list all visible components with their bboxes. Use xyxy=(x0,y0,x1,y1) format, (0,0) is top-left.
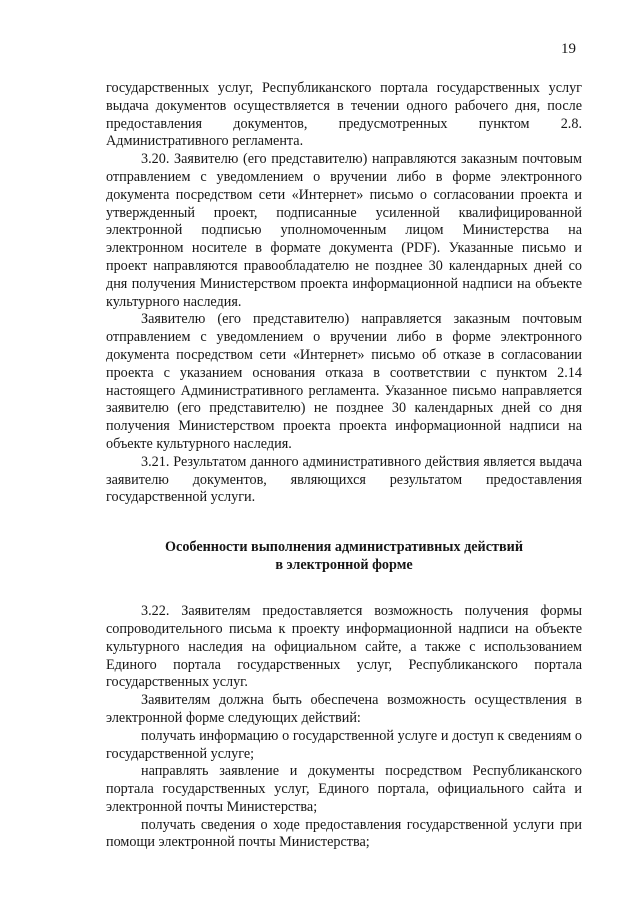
paragraph-refusal-letter: Заявителю (его представителю) направляется заказным почтовым отправлением с уведомлением о вручении либо в форме электронного документа посредством сети «Интернет» письмо об отказе в согласовании проекта с указанием основания отказа в соответствии с пунктом 2.14 настоящего Административного регламента. Указанное письмо направляется заявителю (его представителю) не позднее 30 календарных дней со дня получения Министерством проекта проекта информационной надписи на объекте культурного наследия. xyxy=(106,311,582,452)
document-body xyxy=(106,80,582,852)
list-item-get-status: получать сведения о ходе предоставления государственной услуги при помощи электронной почты Министерства; xyxy=(106,816,582,851)
list-item-send-application: направлять заявление и документы посредством Республиканского портала государственных услуг, Единого портала, официального сайта и электронной почты Министерства; xyxy=(106,763,582,815)
paragraph-3-20: 3.20. Заявителю (его представителю) направляются заказным почтовым отправлением с уведомлением о вручении либо в форме электронного документа посредством сети «Интернет» письмо о согласовании проекта и утвержденный проект, подписанные усиленной квалифицированной электронной подписью уполномоченным лицом Министерства на электронном носителе в формате документа (PDF). Указанные письмо и проект направляются правообладателю не позднее 30 календарных дней со дня получения Министерством проекта информационной надписи на объекте культурного наследия. xyxy=(106,151,582,310)
paragraph-electronic-actions: Заявителям должна быть обеспечена возможность осуществления в электронной форме следующих действий: xyxy=(106,692,582,726)
section-heading-line-1: Особенности выполнения административных действий xyxy=(164,539,524,556)
paragraph-continuation: государственных услуг, Республиканского портала государственных услуг выдача документов осуществляется в течении одного рабочего дня, после предоставления документов, предусмотренных пунктом 2.8. Административного регламента. xyxy=(106,80,582,150)
paragraph-3-22: 3.22. Заявителям предоставляется возможность получения формы сопроводительного письма к проекту информационной надписи на объекте культурного наследия на официальном сайте, а также с использованием Единого портала государственных услуг, Республиканского портала государственных услуг. xyxy=(106,603,582,691)
page-number: 19 xyxy=(561,41,576,57)
list-item-get-info: получать информацию о государственной услуге и доступ к сведениям о государственной услуге; xyxy=(106,727,582,762)
section-heading-line-2: в электронной форме xyxy=(275,557,413,574)
paragraph-3-21: 3.21. Результатом данного административного действия является выдача заявителю документов, являющихся результатом предоставления государственной услуги. xyxy=(106,453,582,506)
section-heading xyxy=(106,538,582,574)
